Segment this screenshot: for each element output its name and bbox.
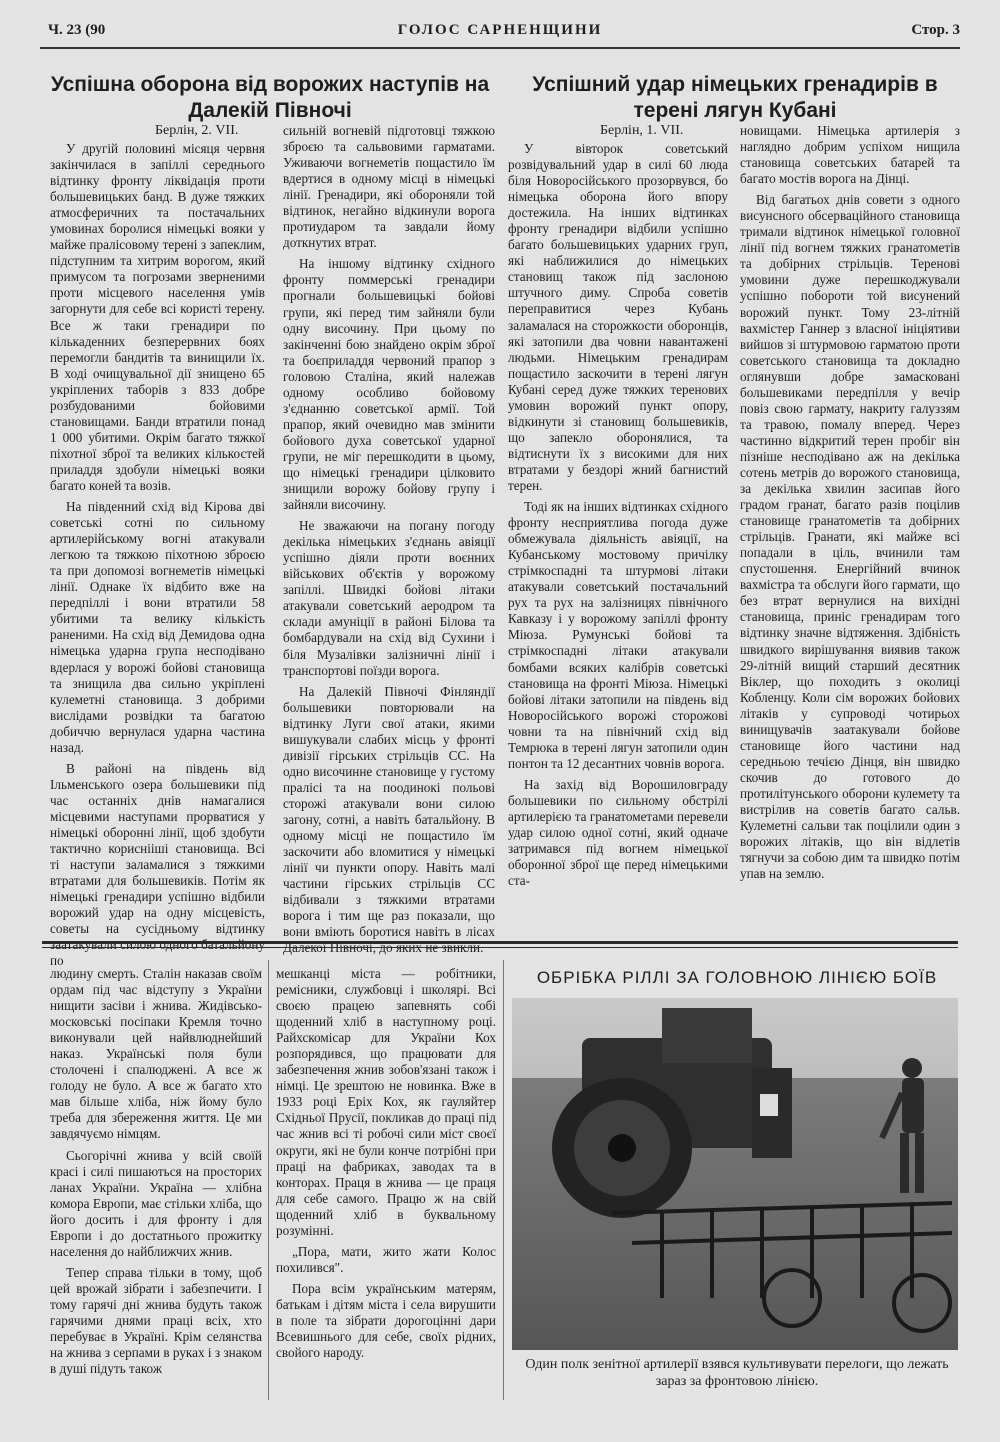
article3-paragraph: Сьогорічні жнива у всій своїй красі і силі пишаються на просторих ланах України. Україна — хлібна комора Европи, має стільки хліба, що його досить і для фронту і для Европи і до достатнього прожитку населення до найближчих жнив.	[50, 1147, 262, 1259]
article2-paragraph: У вівторок советський розвідувальний удар в силі 60 люда біля Новоросійського прозорвувся, бо німецька оборона його впору достежила. На інших відтинках фронту гренадири відбили успішно багато большевицьких ударних груп, які наближилися до німецьких становищ також під заслоною штучного диму. Спроба советів переправитися через Кубань заламалася на сторожкости оборонців, які затопили два човни навантажені людьми. Німецьким гренадирам пощастило заскочити в терені лягун Кубані серед дуже тяжких теренових умовин ворожий пункт опору, відкинути зі становищ большевиків, що запекло оборонялися, та відтиснути їх з високими для них втратами у бездорі жний багнистий терен.	[508, 141, 728, 493]
article3-paragraph: Тепер справа тільки в тому, щоб цей врожай зібрати і забезпечити. І тому гарячі дні жнива будуть також гарячими днями праці всіх, хто перебуває в Україні. Крім селянства на жнива з серпами в руках і з знаком в душі підуть також	[50, 1264, 262, 1377]
paper-title: ГОЛОС САРНЕНЩИНИ	[397, 22, 603, 38]
article3-column2	[276, 966, 496, 1400]
article2-paragraph: Тоді як на інших відтинках східного фронту несприятлива погода дуже обмежувала діяльність авіяції, на Кубанському мостовому причілку стрімкоспадні та штурмові літаки атакували советський постачальний рух та рух на залізницях північного Кавказу і у ворожому запіллі фронту Міюза. Румунські бойові та стрімкоспадні літаки атакували бомбами всяких калібрів советські становища на фронті Міюза. Німецькі бойові літаки затопили на південь від Новоросійського ворожі сторожові човни та на північний схід від Темрюка в терені лягун затопили один понтон та 12 десантних човнів ворога.	[508, 499, 728, 771]
article3-paragraph: людину смерть. Сталін наказав своїм ордам під час відступу з України нищити засіви і жнива. Жидівсько-московські посіпаки Кремля точно виконували цей найвлюднейший наказ. Українські поля були столочені і спалюджені. А все ж голоду не було. А все ж багато хто мав більше хліба, ніж йому було треба для збереження життя. Це ми завдячуємо німцям.	[50, 966, 262, 1142]
article1-paragraph: На Далекій Півночі Фінляндії большевики повторювали на відтинку Луги свої атаки, якими вишукували слабих місць у фронті дивізії гірських стрільців СС. На одно височинне становище у густому праліcі та на поодинокі польові сторожі атакували вони силою загону, сотні, а навіть батальйону. В одному місці не пощастило їм заскочити або вломитися у німецькі лінії чи пункти опору. Навіть малі частини гірських стрільців СС відбивали з тяжкими втратами ворога і тим ще раз показали, що вони вміють боротися навіть в лісах Далекої Півночі, до яких не звикли.	[283, 683, 495, 956]
article1-paragraph: На іншому відтинку східного фронту поммерські гренадири прогнали большевицькі бойові групи, які перед тим зайняли були одну височину. При цьому по закінченні бою знайдено окрім зброї та боєприладдя червоний прапор з головою Сталіна, який належав одному особливо бойовому з'єднанню советської армії. Той прапор, який очевидно мав змінити бойового духа советської ударної групи, не міг перешкодити в цьому, що німецькі гренадири цілковито знищили ворожу бойову групу і зайняли височину.	[283, 256, 495, 513]
column-divider	[268, 960, 269, 1400]
article1-title: Успішна оборона від ворожих наступів на Далекій Півночі	[50, 73, 490, 122]
article3-paragraph: мешканці міста — робітники, ремісники, службовці і школярі. Всі своєю працею запевнять собі щоденний хліб в наступному році. Райхскомісар для України Кох розпорядився, що працювати для забезпечення жнив зобов'язані також і німці. Це зрештою не новинка. Вже в 1933 році Еріх Кох, як гауляйтер Східньої Прусії, покликав до праці під час жнив всі ті робочі сили міст своєї округи, які не були конче потрібні при праці на фабриках, заводах та в конторах. Праця в жнива — це праця для себе самого. Працю ж на свій щоденний хліб в буквальному розумінні.	[276, 966, 496, 1238]
photo-caption: Один полк зенітної артилерії взявся культивувати перелоги, що лежать зараз за фронтовою лінією.	[525, 1357, 949, 1389]
photo-title: ОБРІБКА РІЛЛІ ЗА ГОЛОВНОЮ ЛІНІЄЮ БОЇВ	[536, 968, 938, 987]
issue-number: Ч. 23 (90	[48, 22, 106, 38]
article3-column1	[50, 966, 262, 1400]
article1-paragraph: Не зважаючи на погану погоду декілька німецьких з'єднань авіяції успішно діяли проти воєнних військових об'єктів у ворожому запіллі. Швидкі бойові літаки атакували советський аеродром та склади амуніції в районі Білова та бомбардували на схід від Сухини і біля Музалівки залізничні лінії і транспортові поїзди ворога.	[283, 518, 495, 678]
tractor-photo	[512, 998, 958, 1350]
column-divider	[503, 960, 504, 1400]
article2-paragraph: новищами. Німецька артилерія з наглядно добрим успіхом нищила становища советських батарей та багато мостів ворога на Дінці.	[740, 123, 960, 187]
article3-paragraph: Пора всім українським матерям, батькам і дітям міста і села вирушити в поле та зібрати дорогоцінні дари Всевишнього для себе, своїх рідних, свойого народу.	[276, 1280, 496, 1361]
article1-paragraph: У другій половині місяця червня закінчилася в запіллі середнього відтинку фронту ліквідація проти большевицьких банд. В дуже тяжких атмосферичних та постачальних умовинах боролися німецькі вояки у майже праліcовому терені з запеклим, підступним та хитрим ворогом, який примусом та погрозами зверненими проти місцевого населення умів загорнути для себе всі користі терену. Все ж таки гренадири по кількаденних безперервних боях перемогли бандитів та винищили їх. В ході очищувальної дії знищено 65 укріплених таборів з 833 добре розбудованими бойовими становищами. Банди втратили понад 1 000 убитими. Окрім багато тяжкої піхотної зброї та великих кількостей приладдя здобули німецькі вояки багато коней та возів.	[50, 141, 265, 493]
article1-column2	[283, 123, 495, 956]
article1-paragraph: сильній вогневій підготовці тяжкою зброєю та сальвовими гарматами. Уживаючи вогнеметів пощастило їм вдертися в одному місці в німецькі лінії. Гренадири, які обороняли той відтинок, негайно відкинули ворога протиударом та завдали йому доткнутих втрат.	[283, 123, 495, 251]
page-header	[40, 22, 960, 46]
article2-column1	[508, 141, 728, 923]
article1-dateline: Берлін, 2. VII.	[155, 123, 239, 138]
header-rule	[40, 47, 960, 49]
article2-title: Успішний удар німецьких гренадирів в терені лягун Кубані	[532, 73, 938, 122]
article1-column1	[50, 141, 265, 969]
article1-paragraph: В районі на південь від Ільменського озера большевики під час останніх днів намагалися місцевими наступами прорватися у німецькі оборонні лінії, щоб здобути тактично кориснііші становища. Всі ті наступи заламалися з тяжкими втратами для большевиків. Потім як німецькі гренадири успішно відбили ворожий удар на одну місцевість, советы на сусідньому відтинку заатакували силою одного батальйону по	[50, 760, 265, 969]
article2-column2	[740, 123, 960, 923]
page-number: Стор. 3	[911, 22, 960, 38]
article1-paragraph: На південний схід від Кірова дві советські сотні по сильному артилерійському вогні атакували легкою та тяжкою піхотною зброєю та при допомозі вогнеметів німецькі лінії. Однаке їх відбито вже на передпіллі і вони втратили 58 убитими та велику кількість раненими. На схід від Демидова одна німецька ударна група несподівано вдерлася у ворожі бойові становища та знищила два сильно укріплені кулеметні становища. З добрими вислідами розвідки та багатою добиччю вернулася ударна частина назад.	[50, 499, 265, 755]
article2-paragraph: Від багатьох днів совети з одного висунсного обсерваційного становища тримали відтинок німецької головної лінії під вогнем тяжких гранатометів та добірних стрільців. Теренові умовини дуже перешкоджували успішно побороти той висунений ворожий пункт. Тому 23-літній вахмістер Ганнер з власної ініціятиви вийшов зі штурмовою гарматою проти советського становища та докладно оглянувши добре замасковані большевиками передпілля у вечір повіз свою гармату, накриту галуззям та травою, помалу вперед. Через частинно відкритий терен пробіг він пізніше несподівано аж на декілька сотень метрів до ворожого становища, за декілька хвилин засипав його градом гранат, багато разів поцілив становище гранатометів та добірних стрільців. Гранати, які майже всі попадали в ціль, вчинили там спустошення. Енергійний вчинок вахмістра та обслуги його гармати, що без втрат вернулися на вихідні становища, приніс гренадирам того відтинку значне відтяження. Здібність швидкого вирішування виявив також 29-літній вищий старший десятник Віклер, що походить з околиці Кобленцу. Коли сім ворожих бойових літаків у супроводі чотирьох винищувачів заатакували бойове становище його частини над середньою течією Дінця, він швидко скочив до готового до протилітунського оборони кулемету та вистрілив на советів багато сальв. Кулеметні сальви так поцілили один з ворожих літаків, що він відлетів тягнучи за собою дим та швидко потім упав на землю.	[740, 192, 960, 882]
article2-paragraph: На захід від Ворошиловграду большевики по сильному обстрілі артилерією та гранатометами перевели удар силою одної сотні, який одначе затримався під вогнем німецької оборонної зброї ще перед німецькими ста-	[508, 776, 728, 889]
section-divider	[42, 941, 958, 948]
article3-quote: „Пора, мати, жито жати Колос похилився".	[276, 1243, 496, 1275]
article2-dateline: Берлін, 1. VII.	[600, 123, 684, 138]
